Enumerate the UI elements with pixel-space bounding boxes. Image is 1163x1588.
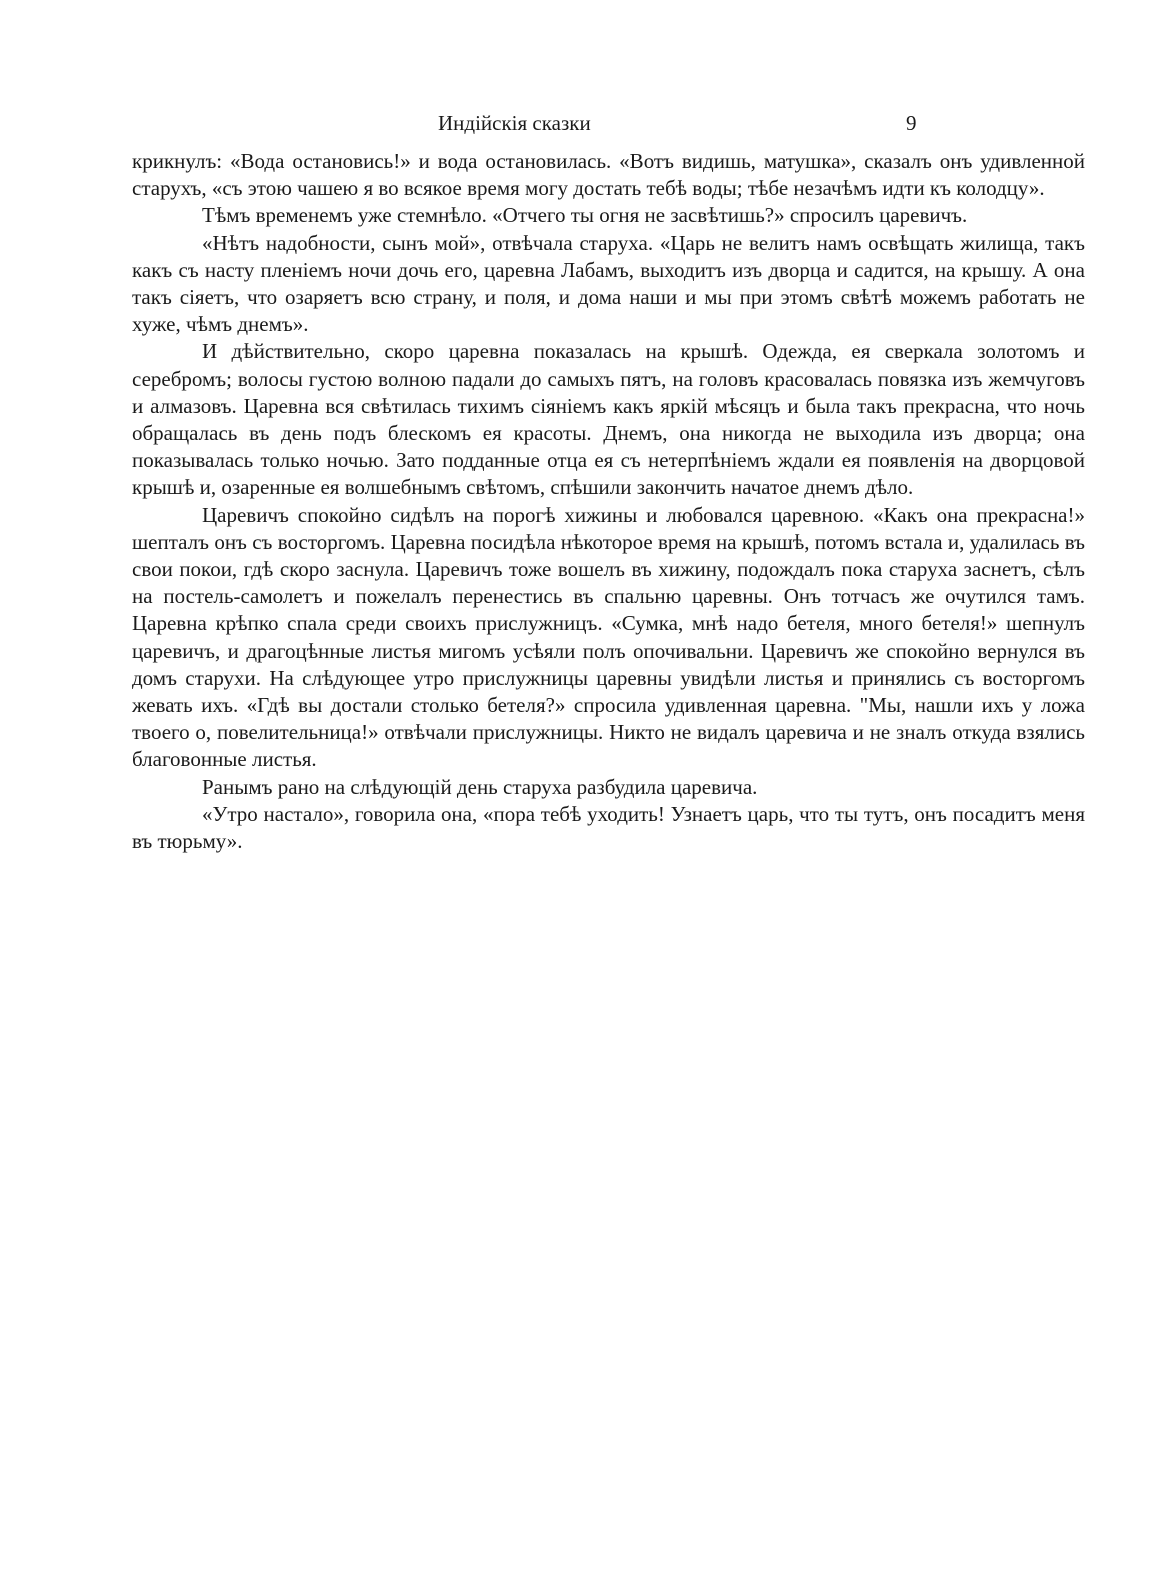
page-number: 9 bbox=[906, 111, 917, 135]
paragraph: Тѣмъ временемъ уже стемнѣло. «Отчего ты огня не засвѣтишь?» спросилъ царевичъ. bbox=[202, 203, 968, 228]
running-head bbox=[132, 108, 932, 138]
paragraph: Царевичъ спокойно сидѣлъ на порогѣ хижины и любовался царевною. «Какъ она прекрасна!» шепталъ онъ съ восторгомъ. Царевна посидѣла нѣкоторое время на крышѣ, потомъ встала и, удалилась въ свои покои, гдѣ скоро заснула. Царевичъ тоже вошелъ въ хижину, подождалъ пока старуха заснетъ, сѣлъ на постель-самолетъ и пожелалъ перенестись въ спальню царевны. Онъ тотчасъ же очутился тамъ. Царевна крѣпко спала среди своихъ прислужницъ. «Сумка, мнѣ надо бетеля, много бетеля!» шепнулъ царевичъ, и драгоцѣнные листья мигомъ усѣяли полъ опочивальни. Царевичъ же спокойно вернулся въ домъ старухи. На слѣдующее утро прислужницы царевны увидѣли листья и принялись съ восторгомъ жевать ихъ. «Гдѣ вы достали столько бетеля?» спросила удивленная царевна. "Мы, нашли ихъ у ложа твоего о, повелительница!» отвѣчали прислужницы. Никто не видалъ царевича и не зналъ откуда взялись благовонные листья. bbox=[132, 502, 1085, 772]
body-text bbox=[132, 148, 1085, 855]
running-title: Индійскія сказки bbox=[438, 111, 591, 135]
paragraph: И дѣйствительно, скоро царевна показалась на крышѣ. Одежда, ея сверкала золотомъ и серебромъ; волосы густою волною падали до самыхъ пятъ, на головъ красовалась повязка изъ жемчуговъ и алмазовъ. Царевна вся свѣтилась тихимъ сіяніемъ какъ яркій мѣсяцъ и была такъ прекрасна, что ночь обращалась въ день подъ блескомъ ея красоты. Днемъ, она никогда не выходила изъ дворца; она показывалась только ночью. Зато подданные отца ея съ нетерпѣніемъ ждали ея появленія на дворцовой крышѣ и, озаренные ея волшебнымъ свѣтомъ, спѣшили закончить начатое днемъ дѣло. bbox=[132, 339, 1085, 500]
paragraph: «Нѣтъ надобности, сынъ мой», отвѣчала старуха. «Царь не велитъ намъ освѣщать жилища, такъ какъ съ насту пленіемъ ночи дочь его, царевна Лабамъ, выходитъ изъ дворца и садится, на крышу. А она такъ сіяетъ, что озаряетъ всю страну, и поля, и дома наши и мы при этомъ свѣтѣ можемъ работать не хуже, чѣмъ днемъ». bbox=[132, 230, 1085, 337]
paragraph: «Утро настало», говорила она, «пора тебѣ уходить! Узнаетъ царь, что ты тутъ, онъ посадитъ меня въ тюрьму». bbox=[132, 801, 1085, 854]
paragraph: Ранымъ рано на слѣдующій день старуха разбудила царевича. bbox=[202, 774, 758, 799]
paragraph: крикнулъ: «Вода остановись!» и вода остановилась. «Вотъ видишь, матушка», сказалъ онъ удивленной старухъ, «съ этою чашею я во всякое время могу достать тебѣ воды; тѣбе незачѣмъ идти къ колодцу». bbox=[132, 149, 1085, 201]
